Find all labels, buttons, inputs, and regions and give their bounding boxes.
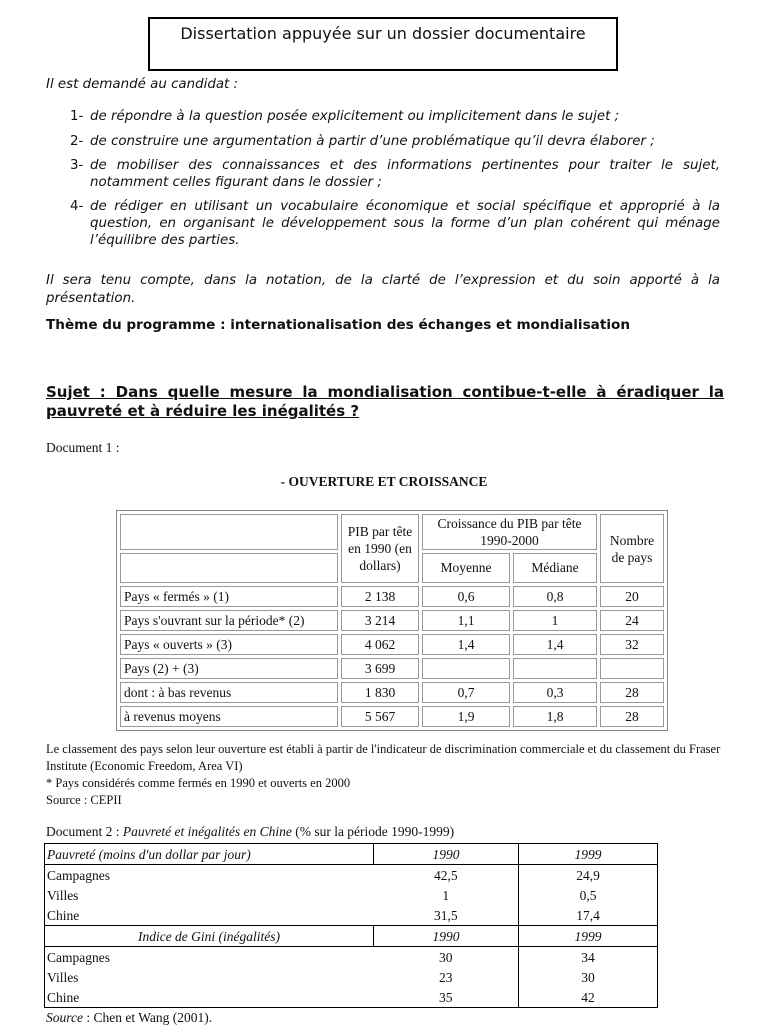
row-mediane: 0,8 [513,586,597,607]
row-pib: 5 567 [341,706,419,727]
row-mediane: 1,4 [513,634,597,655]
header-pib: PIB par tête en 1990 (en dollars) [341,514,419,583]
value-1990: 23 [374,967,519,987]
instruction-item [70,157,720,191]
header-moyenne: Moyenne [422,553,510,583]
value-1999: 34 [519,947,658,968]
value-1990: 30 [374,947,519,968]
table-row [45,885,658,905]
header-croissance: Croissance du PIB par tête 1990-2000 [422,514,597,550]
note-source: Source : CEPII [46,793,122,807]
header-nombre: Nombre de pays [600,514,664,583]
document2-period: (% sur la période 1990-1999) [291,824,455,839]
value-1999: 17,4 [519,905,658,926]
subject-heading: Sujet : Dans quelle mesure la mondialisation contibue-t-elle à éradiquer la pauvreté et à réduire les inégalités ? [46,383,724,420]
row-label: Villes [45,967,374,987]
instruction-item [70,108,720,125]
intro-text: Il est demandé au candidat : [46,77,239,92]
instruction-text: de mobiliser des connaissances et des informations pertinentes pour traiter le sujet, notamment celles figurant dans le dossier ; [90,158,720,190]
table-row [45,967,658,987]
section-header-row [45,844,658,865]
instruction-number: 2- [70,134,84,149]
row-nombre: 32 [600,634,664,655]
row-moyenne: 1,1 [422,610,510,631]
row-label: Pays « fermés » (1) [120,586,338,607]
table-row [45,865,658,886]
value-1990: 1 [374,885,519,905]
instruction-number: 3- [70,158,84,173]
document2-label: Document 2 : [46,824,123,839]
row-pib: 3 699 [341,658,419,679]
program-theme: Thème du programme : internationalisation des échanges et mondialisation [46,317,631,333]
document2-caption [46,824,454,840]
table-row [45,905,658,926]
value-1999: 24,9 [519,865,658,886]
table-row [45,947,658,968]
instruction-item [70,133,720,150]
row-moyenne: 1,9 [422,706,510,727]
document1-title: - OUVERTURE ET CROISSANCE [280,474,488,489]
row-label: Pays « ouverts » (3) [120,634,338,655]
document1-notes [46,741,746,809]
empty-header-cell [120,514,338,550]
row-pib: 4 062 [341,634,419,655]
row-mediane: 0,3 [513,682,597,703]
section-header: Pauvreté (moins d'un dollar par jour) [45,844,374,865]
row-pib: 3 214 [341,610,419,631]
notation-paragraph: Il sera tenu compte, dans la notation, de la clarté de l’expression et du soin apporté à la présentation. [46,273,720,306]
value-1999: 30 [519,967,658,987]
row-nombre: 28 [600,682,664,703]
row-label: Pays (2) + (3) [120,658,338,679]
document-title: Dissertation appuyée sur un dossier documentaire [148,17,618,71]
year-1990: 1990 [374,926,519,947]
row-nombre: 20 [600,586,664,607]
row-moyenne: 1,4 [422,634,510,655]
year-1999: 1999 [519,926,658,947]
instruction-text: de répondre à la question posée explicitement ou implicitement dans le sujet ; [90,109,620,124]
table-row [120,658,664,679]
row-nombre [600,658,664,679]
row-label: Campagnes [45,947,374,968]
row-moyenne: 0,6 [422,586,510,607]
row-label: Chine [45,905,374,926]
note-asterisk: * Pays considérés comme fermés en 1990 et ouverts en 2000 [46,776,351,790]
source-label: Source [46,1010,83,1025]
row-label: dont : à bas revenus [120,682,338,703]
source-text: : Chen et Wang (2001). [83,1010,213,1025]
row-nombre: 28 [600,706,664,727]
instruction-text: de construire une argumentation à partir d’une problématique qu’il devra élaborer ; [90,134,655,149]
table-row [120,682,664,703]
row-label: Campagnes [45,865,374,886]
china-poverty-table [44,843,658,1008]
instruction-item [70,198,720,249]
document1-label: Document 1 : [46,440,120,455]
row-mediane [513,658,597,679]
row-pib: 2 138 [341,586,419,607]
row-mediane: 1 [513,610,597,631]
table-row [120,586,664,607]
openness-growth-table [116,510,668,731]
row-label: Villes [45,885,374,905]
section-header-row [45,926,658,947]
instruction-text: de rédiger en utilisant un vocabulaire économique et social spécifique et approprié à la question, en organisant le développement sous la forme d’un plan cohérent qui ménage l’équilibre des parties. [90,199,720,248]
row-mediane: 1,8 [513,706,597,727]
row-pib: 1 830 [341,682,419,703]
value-1999: 0,5 [519,885,658,905]
year-1999: 1999 [519,844,658,865]
row-nombre: 24 [600,610,664,631]
row-label: Pays s'ouvrant sur la période* (2) [120,610,338,631]
row-label: Chine [45,987,374,1008]
value-1999: 42 [519,987,658,1008]
row-moyenne: 0,7 [422,682,510,703]
empty-header-cell [120,553,338,583]
note-classement: Le classement des pays selon leur ouverture est établi à partir de l'indicateur de discrimination commerciale et du classement du Fraser Institute (Economic Freedom, Area VI) [46,742,721,773]
value-1990: 42,5 [374,865,519,886]
section-header: Indice de Gini (inégalités) [45,926,374,947]
value-1990: 31,5 [374,905,519,926]
instruction-number: 1- [70,109,84,124]
table-row [45,987,658,1008]
header-mediane: Médiane [513,553,597,583]
table-row [120,634,664,655]
value-1990: 35 [374,987,519,1008]
document2-title: Pauvreté et inégalités en Chine [122,824,292,839]
row-label: à revenus moyens [120,706,338,727]
table-row [120,610,664,631]
row-moyenne [422,658,510,679]
table-row [120,706,664,727]
year-1990: 1990 [374,844,519,865]
instruction-number: 4- [70,199,84,214]
